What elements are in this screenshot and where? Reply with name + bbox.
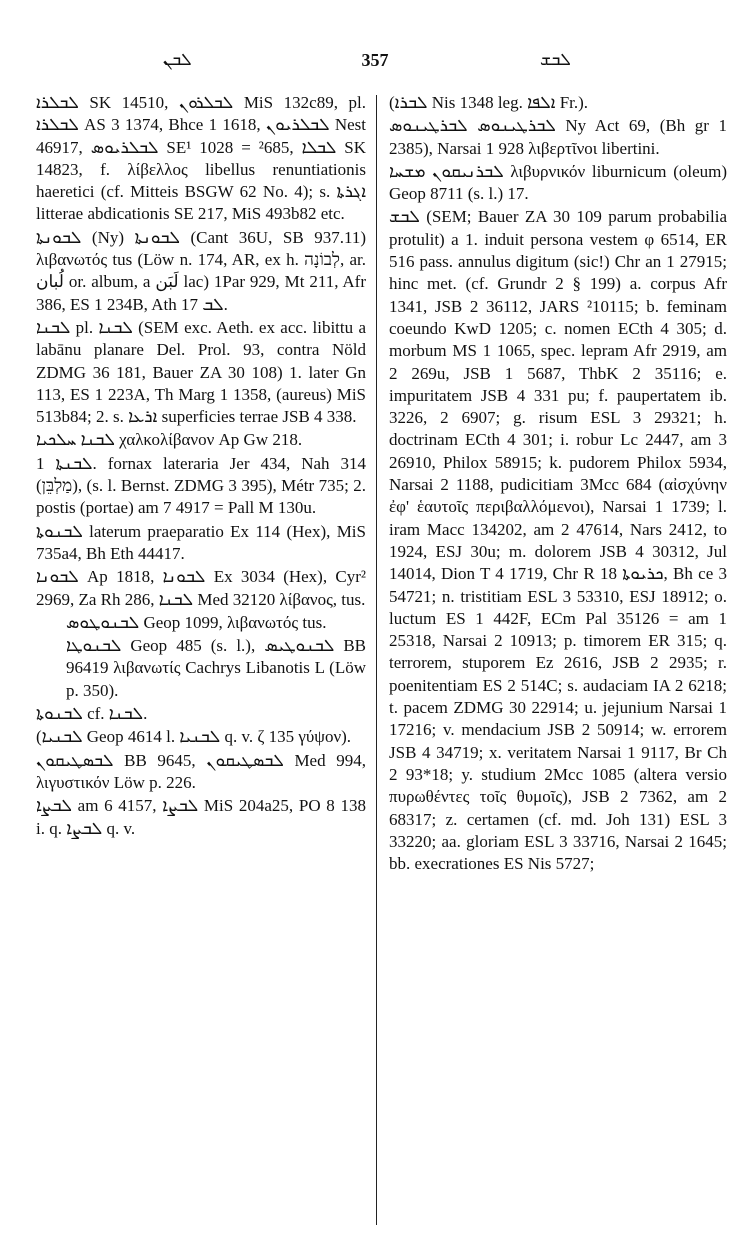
entry-libanos: ܠܒܘܢܐ Ap 1818, ܠܒܘܢܐ Ex 3034 (Hex), Cyr² 2969, Za Rh 286, ܠܒܢܐ Med 32120 λίβανος, tus. bbox=[36, 567, 366, 609]
column-divider bbox=[376, 95, 377, 1225]
entry-geop-note: (ܠܒܢܝܐ Geop 4614 l. ܠܒܢܝܐ q. v. ζ 135 γύψον). bbox=[36, 727, 352, 747]
page-number: 357 bbox=[361, 50, 389, 70]
entry-lbenuta: ܠܒܢܘܬܐ laterum praeparatio Ex 114 (Hex), MiS 735a4, Bh Eth 44417. bbox=[36, 521, 366, 563]
entry-lbonta: ܠܒܘܢܬܐ (Ny) ܠܒܘܢܬܐ (Cant 36U, SB 937.11) λιβανωτός tus (Löw n. 174, AR, ex h. לְבוֹנָה, ar. لُبان or. album, a لَبَن lac) 1Par 929, Mt 211, Afr 386, ES 1 234B, Ath ܠܒ 17. bbox=[36, 227, 366, 314]
entry-lbash: ܠܒܫ (SEM; Bauer ZA 30 109 parum probabilia protulit) a 1. induit persona vestem φ 6514, ER 516 pass. annulus digitum (sic!) Chr an 1 27915; hinc met. (cf. Grundr 2 § 199) a. corpus Afr 1341, JSB 2 36112, JARS ²10115; b. feminam coeundo KwD 1205; c. nomen ECth 4 305; d. morbum MS 1 1065, spec. lepram Afr 2919, am 2 269u, JSB 1 5687, ThbK 2 35116; e. impuritatem JSB 4 331 pu; f. paupertatem ib. 3226, 2 6907; g. risum ESL 3 29321; h. doctrinam ECth 4 301; i. robur Lc 2447, am 3 26910, Philox 58915; k. pudorem Philox 5934, Narsai 2 1188, pudicitiam 3Mcc 684 (αἰσχύνην ἐφ' ἑαυτοῖς περιβαλλόμενοι), Narsai 1 1739; l. iram Macc 134202, am 2 47614, Nars 2412, to 1924, ESJ 30u; m. dolorem JSB 4 30312, Jul 14014, Dion T 4 1719, Chr R ܟܪܝܘܬܐ 18, Bh ce 3 54721; n. tristitiam ESL 3 53310, ESJ 18912; o. luctum ES 1 442F, ECm Pal 35126 = am 1 25318, Narsai 2 10913; p. timorem ER 315; q. terrorem, stuporem Ez 2616, JSB 2 2935; r. poenitentiam ES 2 514C; s. audaciam IA 2 6218; t. pacem ZDMG 30 22914; u. jejunium Narsai 1 17216; v. mendacium JSB 2 50914; w. errorem JSB 4 34719; x. veritatem Narsai 1 9117, Br Ch 2 93*18; y. studium 2Mcc 1085 (altera versio πυρωθέντες τοῖς θυμοῖς), JSB 2 7362, am 2 68317; z. certamen (cf. md. Joh 131) ESL 3 33220; aa. gloriam ESL 3 33716, Narsai 2 1645; bb. execrationes ES Nis 5727; bbox=[389, 207, 727, 874]
entry-liburnicum: ܠܒܪܢܝܩܘܢ ܡܫܚܐ λιβυρνικόν liburnicum (oleum) Geop 8711 (s. l.) 17. bbox=[389, 161, 727, 204]
entry-libanotis: ܠܒܢܘܛܐ Geop 485 (s. l.), ܠܒܢܘܛܝܣ BB 96419 λιβανωτίς Cachrys Libanotis L (Löw p. 350). bbox=[66, 636, 366, 700]
running-header bbox=[0, 50, 750, 80]
left-column bbox=[36, 92, 366, 1242]
entry-cross-reference: ܠܒܢܘܬܐ cf. ܠܒܢܐ. bbox=[36, 704, 148, 724]
entry-lebna: ܠܒܢܐ pl. ܠܒܢܐ (SEM exc. Aeth. ex acc. libittu a labānu planare Del. Prol. 93, contra Nöld ZDMG 36 181, Bauer ZA 30 108) 1. later Gn 113, ES 1 223A, Th Marg 1 1358, (aureus) MiS 513b84; 2. s. ܐܪܥܐ superficies terrae JSB 4 338. bbox=[36, 317, 366, 427]
entry-malbenta: ܠܒܢܬܐ 1. fornax lateraria Jer 434, Nah 314 (מַלְבֵּן), (s. l. Bernst. ZDMG 3 395), Métr 735; 2. postis (portae) am 7 4917 = Pall M 130u. bbox=[36, 453, 366, 518]
right-column bbox=[389, 92, 727, 1242]
entry-libanotos: ܠܒܢܘܛܘܣ Geop 1099, λιβανωτός tus. bbox=[66, 612, 327, 632]
left-running-head: ܠܒܢ bbox=[163, 50, 192, 70]
entry-nis-note: (ܠܒܪܐ Nis 1348 leg. ܐܠܦܐ Fr.). bbox=[389, 93, 589, 112]
entry-lbesa: ܠܒܨܐ am 6 4157, ܠܒܨܐ MiS 204a25, PO 8 138 i. q. ܠܒܨܐ q. v. bbox=[36, 796, 366, 838]
entry-ligystikon: ܠܒܣܛܝܩܘܢ BB 9645, ܠܒܣܛܝܩܘܢ Med 994, λιγυστικόν Löw p. 226. bbox=[36, 750, 366, 792]
entry-libertini: ܠܒܪܛܝܢܘܣ ܠܒܪܛܝܢܘܣ Ny Act 69, (Bh gr 1 2385), Narsai 1 928 λιβερτῖνοι libertini. bbox=[389, 116, 727, 158]
right-running-head: ܠܒܫ bbox=[540, 50, 571, 70]
entry-khalkolibanon: ܠܒܢܐ ܚܠܟܝܐ χαλκολίβανον Ap Gw 218. bbox=[36, 430, 303, 450]
entry-lbelra: ܠܒܠܪܐ SK 14510, ܠܒܠܪܘܢ MiS 132c89, pl. ܠܒܠܪܐ AS 3 1374, Bhce 1 1618, ܠܒܠܪܝܘܢ Nest 46917, ܠܒܠܪܝܘܣ SE¹ 1028 = ²685, ܠܒܠܐ SK 14823, f. λίβελλος libellus renuntiationis haeretici (cf. Mitteis BSGW 62 No. 4); s. ܐܓܪܬܐ litterae abdicationis SE 217, MiS 493b82 etc. bbox=[36, 93, 366, 224]
